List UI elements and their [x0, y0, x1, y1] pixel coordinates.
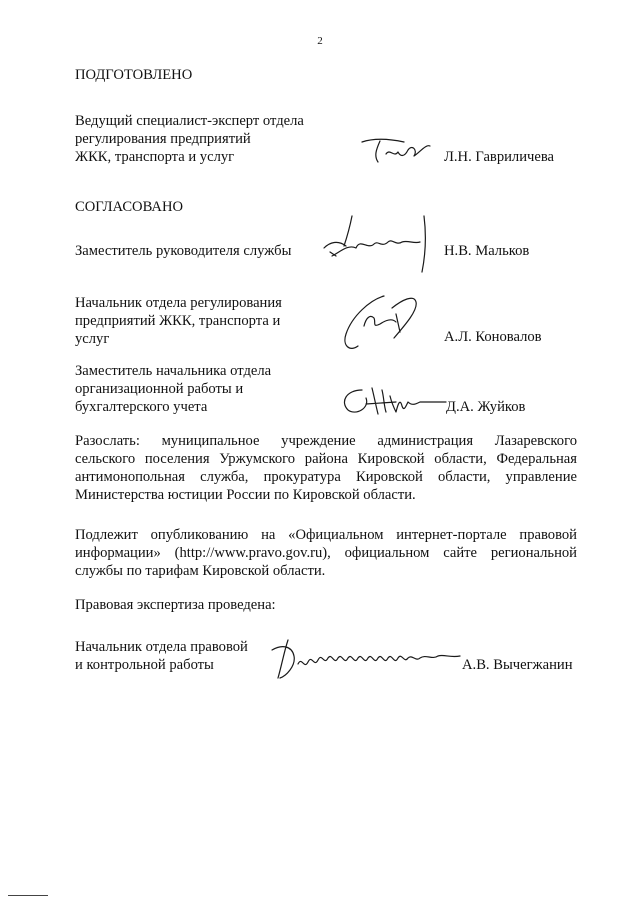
publication-line: Подлежит опубликованию на «Официальном интернет-портале правовой	[75, 527, 577, 543]
position-line: предприятий ЖКК, транспорта и	[75, 313, 281, 329]
position-line: Начальник отдела правовой	[75, 639, 248, 655]
signature-zhuykov	[336, 384, 448, 418]
legal-review-statement: Правовая экспертиза проведена:	[75, 597, 276, 613]
distribution-line: сельского поселения Уржумского района Кировской области, Федеральная	[75, 451, 577, 467]
distribution-line: Министерства юстиции России по Кировской области.	[75, 487, 416, 503]
footer-divider	[8, 895, 48, 896]
signer-name: А.В. Вычегжанин	[462, 657, 573, 673]
publication-line: службы по тарифам Кировской области.	[75, 563, 326, 579]
publication-note	[75, 526, 577, 580]
distribution-list	[75, 432, 577, 504]
position-line: ЖКК, транспорта и услуг	[75, 149, 235, 165]
signature-vychegzhanin	[270, 636, 466, 682]
position-line: регулирования предприятий	[75, 131, 251, 147]
publication-line: информации» (http://www.pravo.gov.ru), официальном сайте региональной	[75, 545, 577, 561]
signer-name: А.Л. Коновалов	[444, 329, 542, 345]
signature-malkov	[322, 212, 436, 276]
signer-name: Д.А. Жуйков	[446, 399, 526, 415]
legal-review-position	[75, 638, 248, 674]
signature-gavrilicheva	[360, 136, 440, 168]
position-line: Начальник отдела регулирования	[75, 295, 282, 311]
signature-konovalov	[336, 288, 422, 356]
position-line: Ведущий специалист-эксперт отдела	[75, 113, 304, 129]
signer-name: Л.Н. Гавриличева	[444, 149, 555, 165]
distribution-line: Разослать: муниципальное учреждение администрация Лазаревского	[75, 433, 577, 449]
position-line: услуг	[75, 331, 110, 347]
position-line: организационной работы и	[75, 381, 244, 397]
signer-position	[75, 362, 271, 416]
prepared-position	[75, 112, 304, 166]
signer-name: Н.В. Мальков	[444, 243, 530, 259]
position-line: Заместитель начальника отдела	[75, 363, 272, 379]
position-line: Заместитель руководителя службы	[75, 243, 292, 259]
distribution-line: антимонопольная служба, прокуратура Кировской области, управление	[75, 469, 577, 485]
prepared-heading: ПОДГОТОВЛЕНО	[75, 67, 193, 83]
position-line: и контрольной работы	[75, 657, 214, 673]
signer-position	[75, 294, 282, 348]
signer-position	[75, 242, 291, 260]
page-number: 2	[317, 35, 323, 47]
agreed-heading: СОГЛАСОВАНО	[75, 199, 184, 215]
position-line: бухгалтерского учета	[75, 399, 208, 415]
